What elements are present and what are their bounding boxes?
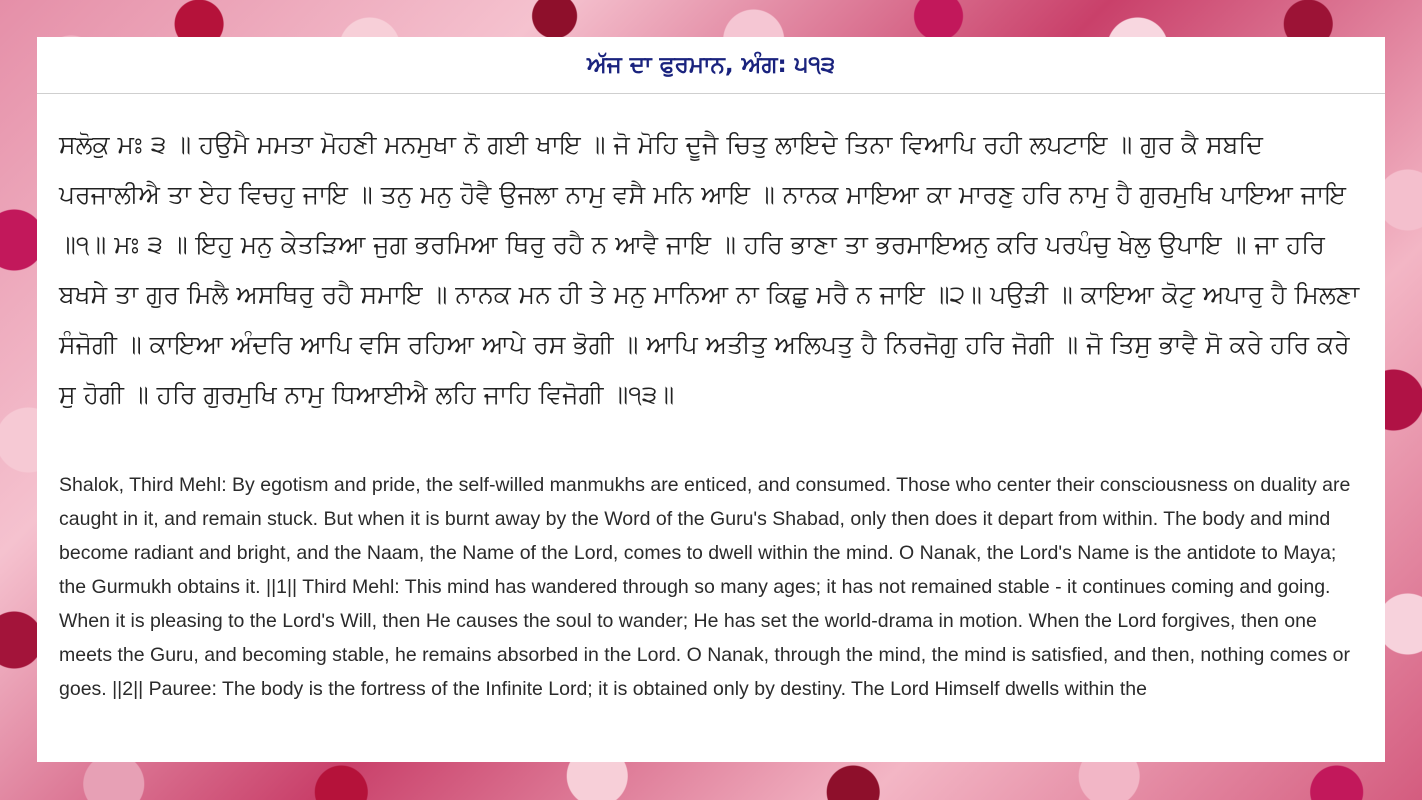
page-title: ਅੱਜ ਦਾ ਫੁਰਮਾਨ, ਅੰਗ: ੫੧੩ [586,52,836,78]
header-bar [37,37,1385,94]
english-translation: Shalok, Third Mehl: By egotism and pride, the self-willed manmukhs are enticed, and consumed. Those who center their consciousness on duality are caught in it, and remain stuck. But when it is burnt away by the Word of the Guru's Shabad, only then does it depart from within. The body and mind become radiant and bright, and the Naam, the Name of the Lord, comes to dwell within the mind. O Nanak, the Lord's Name is the antidote to Maya; the Gurmukh obtains it. ||1|| Third Mehl: This mind has wandered through so many ages; it has not remained stable - it continues coming and going. When it is pleasing to the Lord's Will, then He causes the soul to wander; He has set the world-drama in motion. When the Lord forgives, then one meets the Guru, and becoming stable, he remains absorbed in the Lord. O Nanak, through the mind, the mind is satisfied, and then, nothing comes or goes. ||2|| Pauree: The body is the fortress of the Infinite Lord; it is obtained only by destiny. The Lord Himself dwells within the [59,474,1351,700]
content-scroll-area[interactable] [37,94,1385,706]
hukamnama-card [37,37,1385,762]
gurbani-text: ਸਲੋਕੁ ਮਃ ੩ ॥ ਹਉਮੈ ਮਮਤਾ ਮੋਹਣੀ ਮਨਮੁਖਾ ਨੋ ਗਈ ਖਾਇ ॥ ਜੋ ਮੋਹਿ ਦੂਜੈ ਚਿਤੁ ਲਾਇਦੇ ਤਿਨਾ ਵਿਆਪਿ ਰਹੀ ਲਪਟਾਇ ॥ ਗੁਰ ਕੈ ਸਬਦਿ ਪਰਜਾਲੀਐ ਤਾ ਏਹ ਵਿਚਹੁ ਜਾਇ ॥ ਤਨੁ ਮਨੁ ਹੋਵੈ ਉਜਲਾ ਨਾਮੁ ਵਸੈ ਮਨਿ ਆਇ ॥ ਨਾਨਕ ਮਾਇਆ ਕਾ ਮਾਰਣੁ ਹਰਿ ਨਾਮੁ ਹੈ ਗੁਰਮੁਖਿ ਪਾਇਆ ਜਾਇ ॥੧॥ ਮਃ ੩ ॥ ਇਹੁ ਮਨੁ ਕੇਤੜਿਆ ਜੁਗ ਭਰਮਿਆ ਥਿਰੁ ਰਹੈ ਨ ਆਵੈ ਜਾਇ ॥ ਹਰਿ ਭਾਣਾ ਤਾ ਭਰਮਾਇਅਨੁ ਕਰਿ ਪਰਪੰਚੁ ਖੇਲੁ ਉਪਾਇ ॥ ਜਾ ਹਰਿ ਬਖਸੇ ਤਾ ਗੁਰ ਮਿਲੈ ਅਸਥਿਰੁ ਰਹੈ ਸਮਾਇ ॥ ਨਾਨਕ ਮਨ ਹੀ ਤੇ ਮਨੁ ਮਾਨਿਆ ਨਾ ਕਿਛੁ ਮਰੈ ਨ ਜਾਇ ॥੨॥ ਪਉੜੀ ॥ ਕਾਇਆ ਕੋਟੁ ਅਪਾਰੁ ਹੈ ਮਿਲਣਾ ਸੰਜੋਗੀ ॥ ਕਾਇਆ ਅੰਦਰਿ ਆਪਿ ਵਸਿ ਰਹਿਆ ਆਪੇ ਰਸ ਭੋਗੀ ॥ ਆਪਿ ਅਤੀਤੁ ਅਲਿਪਤੁ ਹੈ ਨਿਰਜੋਗੁ ਹਰਿ ਜੋਗੀ ॥ ਜੋ ਤਿਸੁ ਭਾਵੈ ਸੋ ਕਰੇ ਹਰਿ ਕਰੇ ਸੁ ਹੋਗੀ ॥ ਹਰਿ ਗੁਰਮੁਖਿ ਨਾਮੁ ਧਿਆਈਐ ਲਹਿ ਜਾਹਿ ਵਿਜੋਗੀ ॥੧੩॥ [59,130,1360,409]
